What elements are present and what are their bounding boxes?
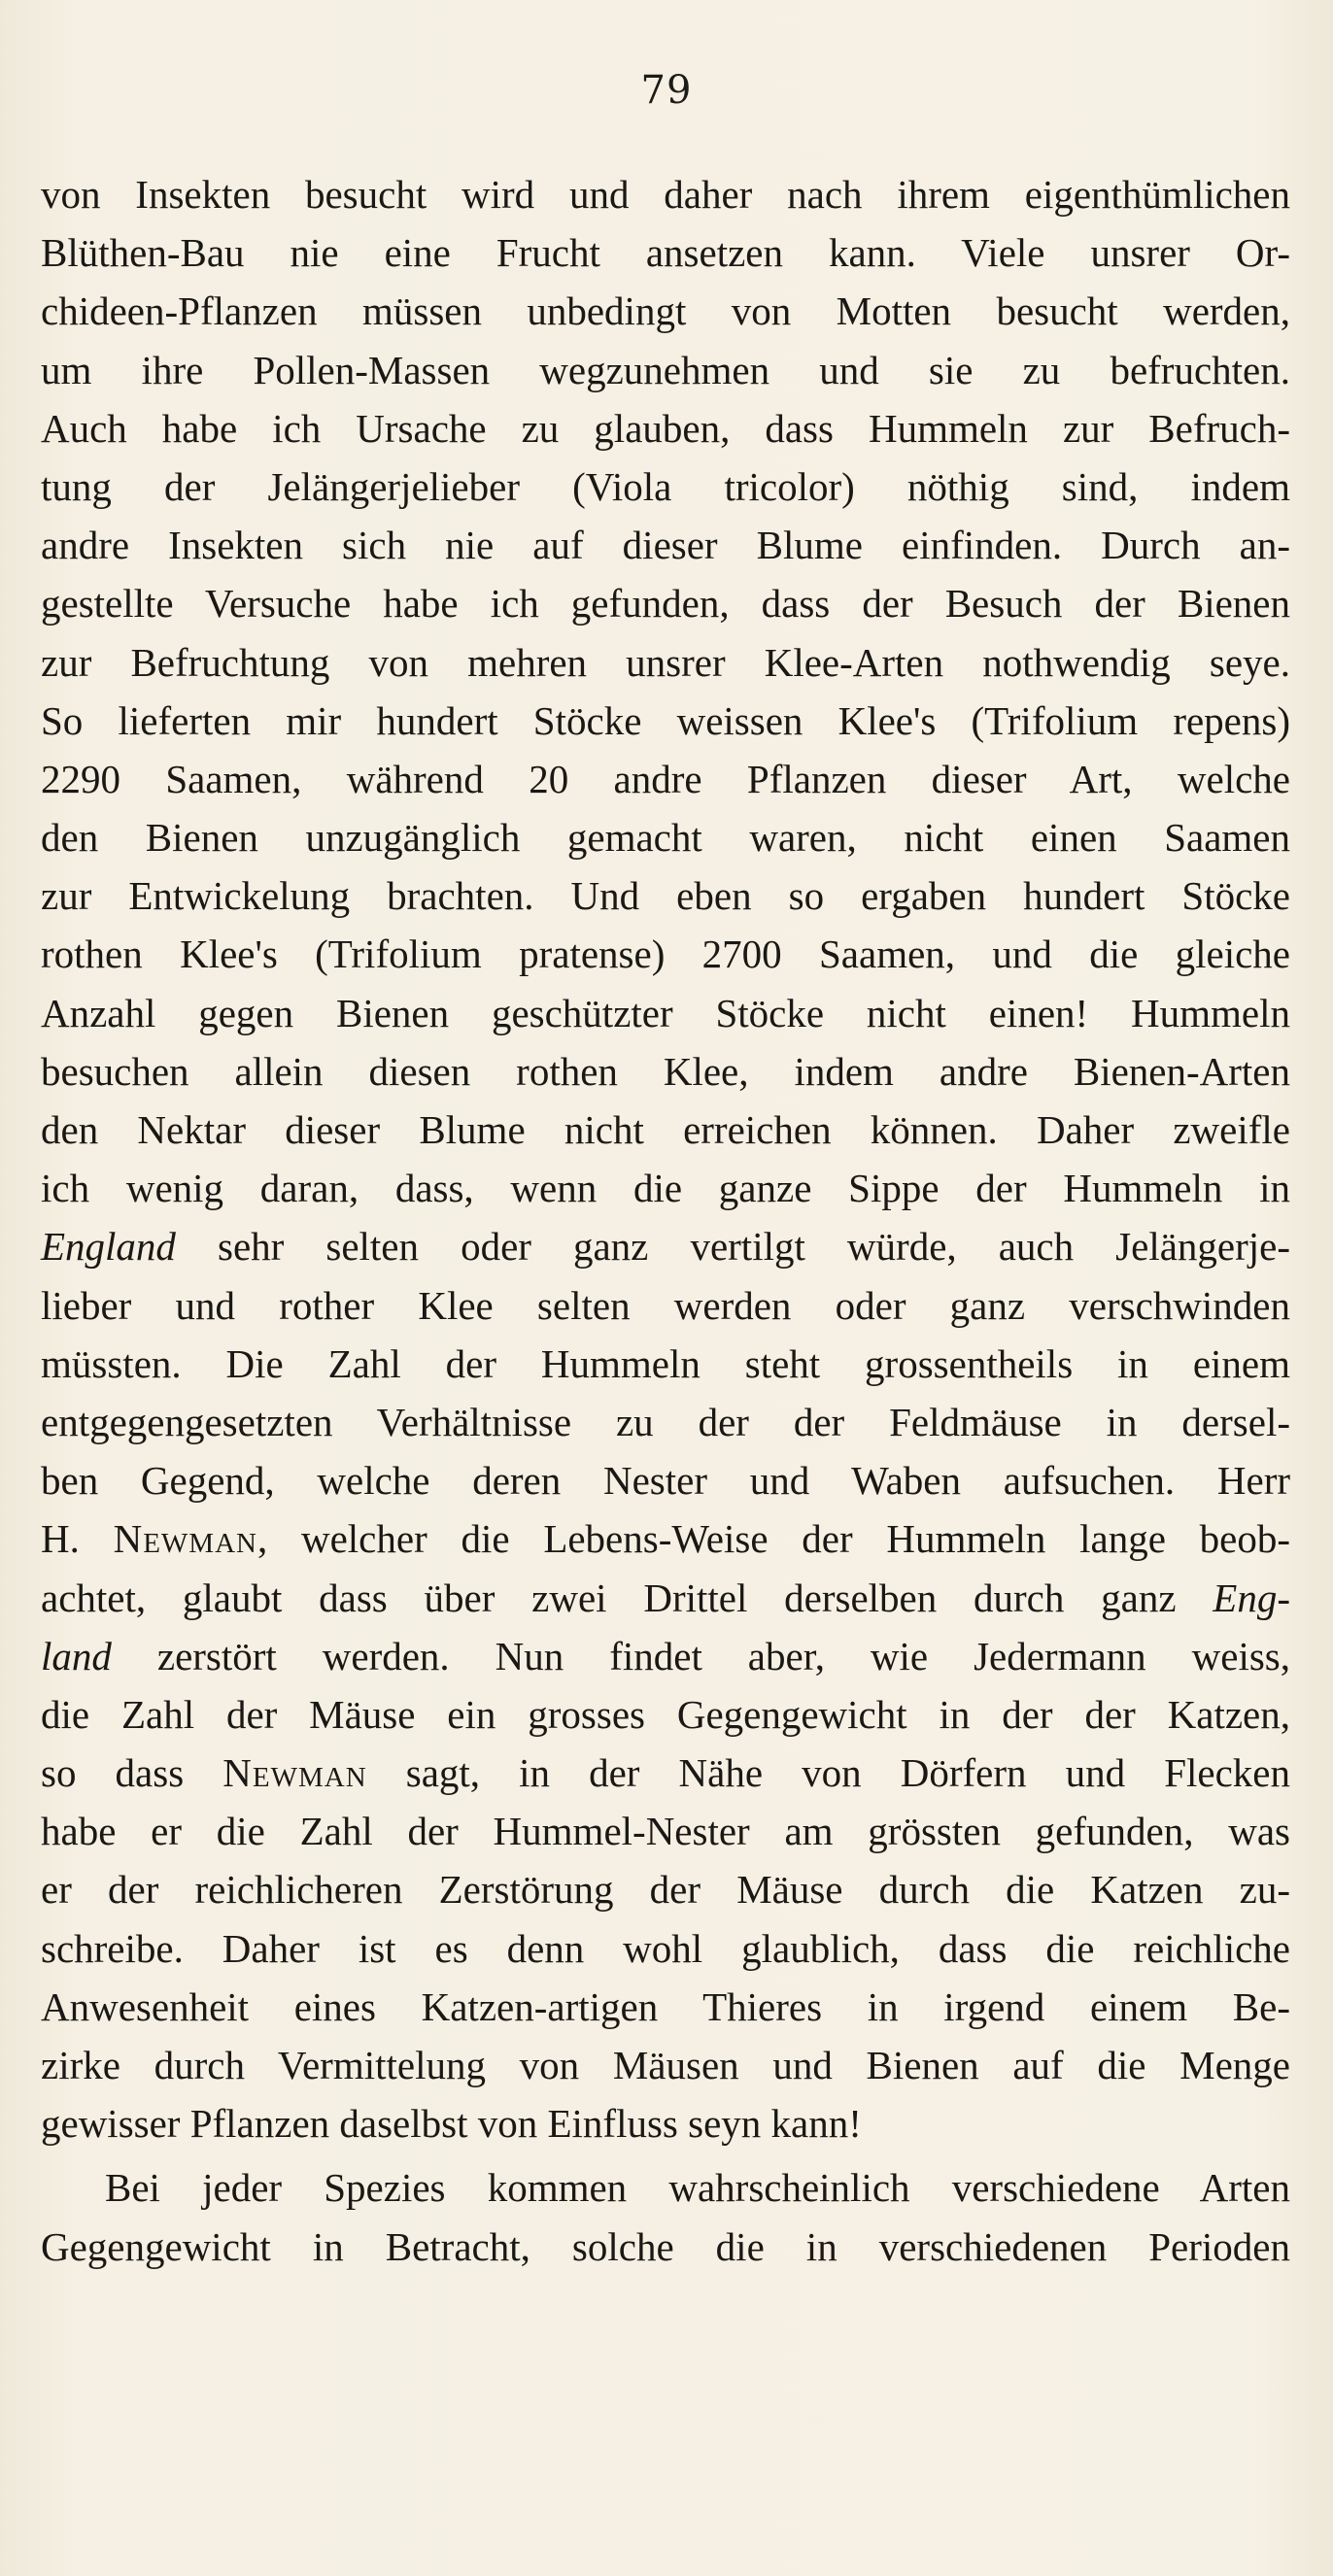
text-run: sagt, in der Nähe von Dörfern und Flecken xyxy=(366,1750,1290,1796)
author-name: Newman xyxy=(113,1516,257,1562)
text-line: chideen-Pflanzen müssen unbedingt von Motten besucht werden, xyxy=(41,288,1290,334)
text-line: habe er die Zahl der Hummel-Nester am grössten gefunden, was xyxy=(41,1809,1290,1854)
text-line: Auch habe ich Ursache zu glauben, dass Hummeln zur Befruch- xyxy=(41,405,1290,451)
text-run: so dass xyxy=(41,1750,223,1796)
text-line: tung der Jelängerjelieber (Viola tricolor) nöthig sind, indem xyxy=(41,463,1290,509)
text-line xyxy=(41,1509,1290,1568)
text-line: zur Befruchtung von mehren unsrer Klee-Arten nothwendig seye. xyxy=(41,639,1290,685)
text-line: ich wenig daran, dass, wenn die ganze Sippe der Hummeln in xyxy=(41,1166,1290,1211)
text-line: die Zahl der Mäuse ein grosses Gegengewicht in der der Katzen, xyxy=(41,1691,1290,1737)
author-name: Newman xyxy=(222,1750,367,1796)
text-line: schreibe. Daher ist es denn wohl glaublich, dass die reichliche xyxy=(41,1925,1290,1971)
italic-place-name: Eng- xyxy=(1213,1575,1290,1620)
page-number: 79 xyxy=(640,68,693,113)
text-line: So lieferten mir hundert Stöcke weissen Klee's (Trifolium repens) xyxy=(41,697,1290,743)
italic-place-name: land xyxy=(41,1633,112,1678)
text-line: entgegengesetzten Verhältnisse zu der der Feldmäuse in dersel- xyxy=(41,1399,1290,1444)
text-line: von Insekten besucht wird und daher nach ihrem eigenthümlichen xyxy=(41,172,1290,217)
text-line xyxy=(41,1217,1290,1275)
text-run: sehr selten oder ganz vertilgt würde, auch Jelängerje- xyxy=(175,1224,1290,1270)
text-line xyxy=(41,1744,1290,1802)
text-line: Anwesenheit eines Katzen-artigen Thieres in irgend einem Be- xyxy=(41,1983,1290,2029)
text-line: Gegengewicht in Betracht, solche die in verschiedenen Perioden xyxy=(41,2223,1290,2269)
text-line: ben Gegend, welche deren Nester und Waben aufsuchen. Herr xyxy=(41,1458,1290,1504)
text-line: rothen Klee's (Trifolium pratense) 2700 Saamen, und die gleiche xyxy=(41,932,1290,977)
text-line: Anzahl gegen Bienen geschützter Stöcke nicht einen! Hummeln xyxy=(41,990,1290,1035)
text-line: andre Insekten sich nie auf dieser Blume einfinden. Durch an- xyxy=(41,523,1290,568)
text-line: den Nektar dieser Blume nicht erreichen können. Daher zweifle xyxy=(41,1107,1290,1152)
text-line xyxy=(41,1569,1290,1627)
text-line xyxy=(41,1627,1290,1685)
text-line: um ihre Pollen-Massen wegzunehmen und sie zu befruchten. xyxy=(41,347,1290,392)
text-line: den Bienen unzugänglich gemacht waren, nicht einen Saamen xyxy=(41,815,1290,861)
text-line: 2290 Saamen, während 20 andre Pflanzen dieser Art, welche xyxy=(41,756,1290,801)
italic-place-name: England xyxy=(41,1224,176,1270)
body-text xyxy=(41,165,1290,2276)
text-line: Bei jeder Spezies kommen wahrscheinlich verschiedene Arten xyxy=(105,2165,1290,2211)
text-line: lieber und rother Klee selten werden oder ganz verschwinden xyxy=(41,1282,1290,1328)
text-line: gestellte Versuche habe ich gefunden, dass der Besuch der Bienen xyxy=(41,581,1290,627)
text-run: achtet, glaubt dass über zwei Drittel derselben durch ganz xyxy=(41,1575,1213,1620)
text-line: besuchen allein diesen rothen Klee, indem andre Bienen-Arten xyxy=(41,1048,1290,1094)
text-line: zirke durch Vermittelung von Mäusen und Bienen auf die Menge xyxy=(41,2043,1290,2087)
text-line: Blüthen-Bau nie eine Frucht ansetzen kann. Viele unsrer Or- xyxy=(41,230,1290,276)
text-run: zerstört werden. Nun findet aber, wie Jedermann weiss, xyxy=(111,1633,1290,1678)
text-line: müssten. Die Zahl der Hummeln steht grossentheils in einem xyxy=(41,1340,1290,1386)
text-run: H. xyxy=(41,1516,114,1562)
text-run: , welcher die Lebens-Weise der Hummeln lange beob- xyxy=(256,1516,1290,1562)
text-line: zur Entwickelung brachten. Und eben so ergaben hundert Stöcke xyxy=(41,873,1290,919)
text-line: gewisser Pflanzen daselbst von Einfluss seyn kann! xyxy=(41,2101,862,2147)
text-line: er der reichlicheren Zerstörung der Mäuse durch die Katzen zu- xyxy=(41,1867,1290,1913)
